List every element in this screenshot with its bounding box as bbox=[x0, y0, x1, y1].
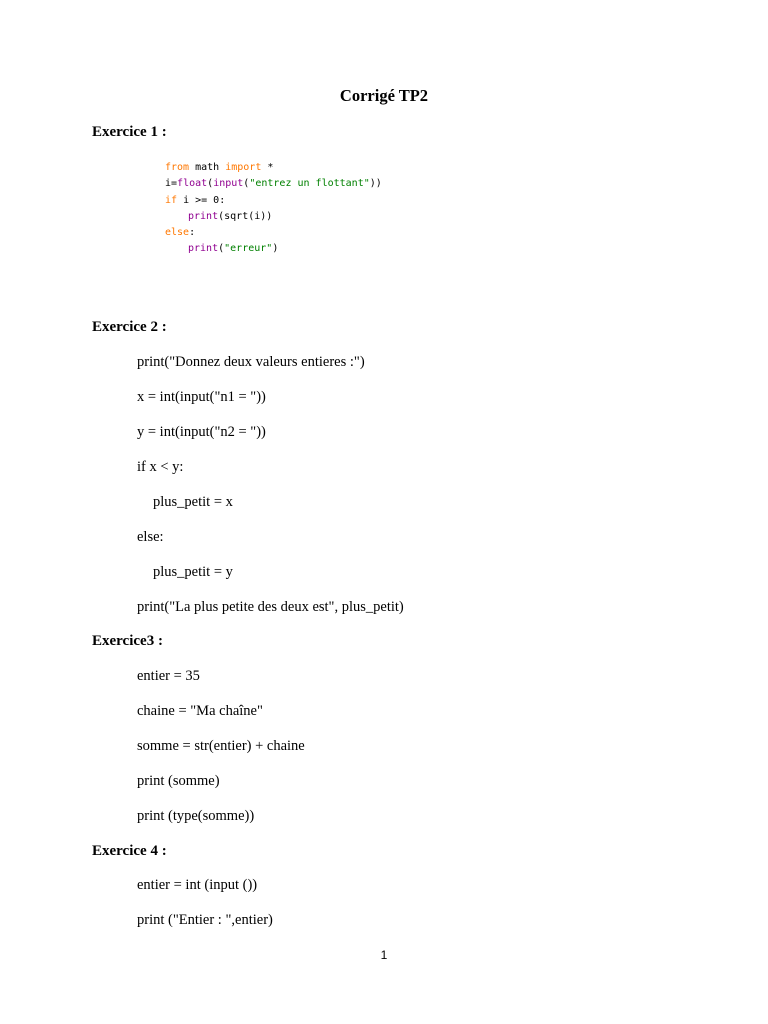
code-line: plus_petit = x bbox=[153, 494, 233, 510]
code-token: (sqrt(i)) bbox=[218, 210, 273, 222]
code-token: print bbox=[188, 210, 219, 222]
code-token: import bbox=[225, 162, 262, 173]
code-line: entier = int (input ()) bbox=[137, 877, 258, 893]
exercise-4-heading: Exercice 4 : bbox=[92, 843, 167, 859]
code-line: print("La plus petite des deux est", plus_petit) bbox=[137, 599, 404, 615]
code-token: "erreur" bbox=[224, 243, 273, 255]
code-image-line bbox=[165, 241, 405, 257]
code-line: x = int(input("n1 = ")) bbox=[137, 389, 266, 405]
exercise-2-heading: Exercice 2 : bbox=[92, 319, 167, 335]
code-line: print ("Entier : ",entier) bbox=[137, 912, 273, 928]
code-token: ) bbox=[272, 243, 279, 255]
code-token: print bbox=[188, 243, 219, 255]
code-token: from bbox=[165, 162, 190, 173]
code-token: else bbox=[165, 227, 190, 239]
code-token: input bbox=[213, 178, 244, 190]
code-line: plus_petit = y bbox=[153, 564, 233, 580]
code-image-line bbox=[165, 225, 405, 241]
code-token: : bbox=[189, 227, 196, 239]
code-line: chaine = "Ma chaîne" bbox=[137, 703, 263, 719]
code-token: )) bbox=[369, 178, 382, 190]
code-line: print (somme) bbox=[137, 773, 220, 789]
code-token: i= bbox=[165, 178, 178, 190]
code-token: ( bbox=[218, 243, 225, 255]
code-token: i >= 0: bbox=[177, 194, 226, 206]
code-line: else: bbox=[137, 529, 164, 545]
code-image-line bbox=[165, 176, 405, 192]
code-image-line bbox=[165, 193, 405, 209]
code-image-line bbox=[165, 209, 405, 225]
code-line: y = int(input("n2 = ")) bbox=[137, 424, 266, 440]
code-line: print (type(somme)) bbox=[137, 808, 255, 824]
code-line: print("Donnez deux valeurs entieres :") bbox=[137, 354, 365, 370]
code-token: float bbox=[177, 178, 208, 190]
code-line: entier = 35 bbox=[137, 668, 200, 684]
exercise-3-heading: Exercice3 : bbox=[92, 633, 163, 649]
exercise-1-code-image bbox=[165, 160, 405, 260]
page-number: 1 bbox=[380, 948, 388, 962]
code-token: math bbox=[189, 162, 226, 173]
code-token: ( bbox=[243, 178, 250, 190]
code-token: "entrez un flottant" bbox=[249, 178, 370, 190]
code-token: * bbox=[261, 162, 274, 173]
code-line: if x < y: bbox=[137, 459, 184, 475]
code-line: somme = str(entier) + chaine bbox=[137, 738, 305, 754]
code-image-line bbox=[165, 160, 405, 176]
page-title: Corrigé TP2 bbox=[339, 86, 429, 105]
code-token: ( bbox=[207, 178, 214, 190]
exercise-1-heading: Exercice 1 : bbox=[92, 124, 167, 140]
code-token: if bbox=[165, 194, 178, 206]
